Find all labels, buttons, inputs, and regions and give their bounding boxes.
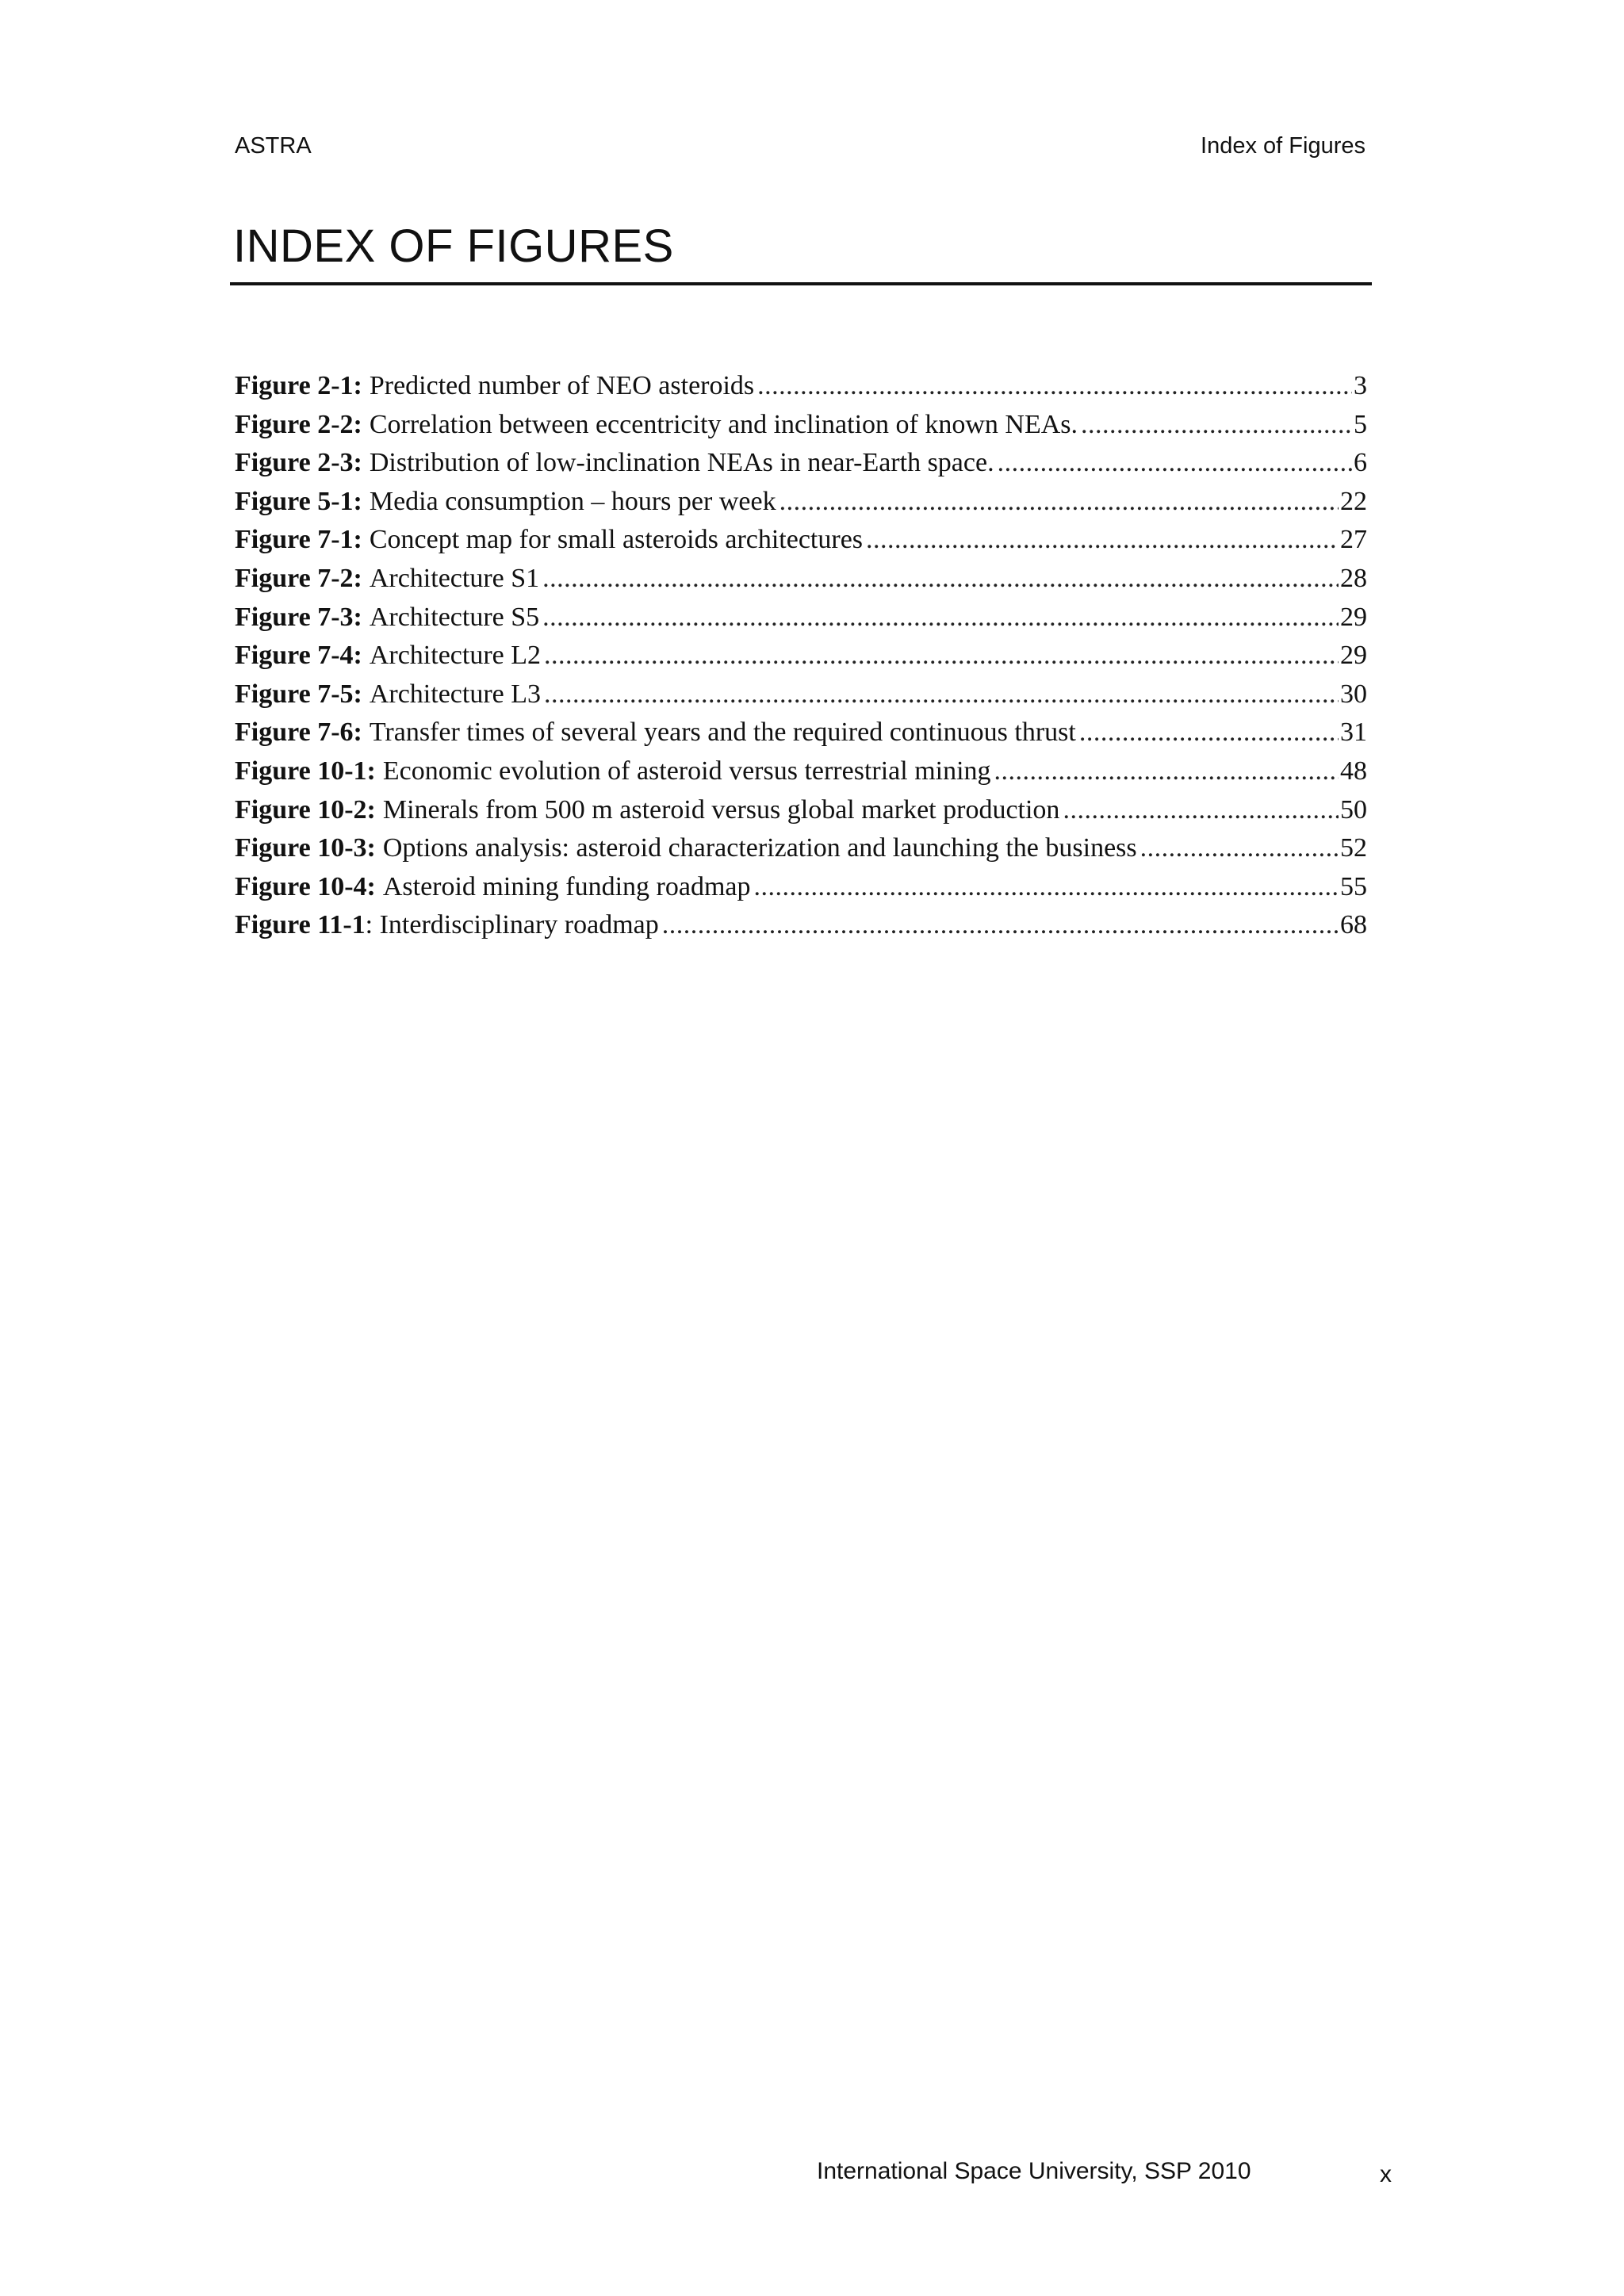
figure-page-number: 50	[1340, 794, 1367, 825]
figure-label: Figure 10-2:	[235, 794, 376, 825]
figure-label: Figure 7-4:	[235, 641, 362, 671]
dot-leader	[998, 444, 1352, 483]
figure-page-number: 30	[1340, 679, 1367, 709]
figure-label: Figure 5-1:	[235, 486, 362, 516]
figure-page-number: 68	[1340, 910, 1367, 940]
figure-caption: Architecture L3	[369, 679, 542, 709]
figure-page-number: 29	[1340, 602, 1367, 632]
figure-label: Figure 10-4:	[235, 871, 376, 901]
dot-leader	[1140, 829, 1339, 868]
figure-page-number: 28	[1340, 563, 1367, 593]
figure-entry[interactable]	[235, 367, 1367, 406]
footer-institution: International Space University, SSP 2010	[817, 2158, 1251, 2184]
figure-caption: Minerals from 500 m asteroid versus global market production	[382, 794, 1060, 825]
figure-label: Figure 2-2:	[235, 409, 362, 439]
figure-entry[interactable]	[235, 521, 1367, 560]
figure-page-number: 6	[1354, 448, 1367, 478]
figure-page-number: 52	[1340, 833, 1367, 863]
figure-entry[interactable]	[235, 752, 1367, 791]
figure-label: Figure 7-6:	[235, 718, 362, 748]
figure-label: Figure 7-1:	[235, 525, 362, 555]
figure-entry[interactable]	[235, 868, 1367, 907]
figure-label: Figure 7-3:	[235, 602, 362, 632]
dot-leader	[544, 637, 1339, 675]
dot-leader	[757, 367, 1352, 406]
figure-entry[interactable]	[235, 829, 1367, 868]
header-document-name: ASTRA	[235, 133, 312, 159]
figure-caption: Distribution of low-inclination NEAs in near-Earth space.	[369, 448, 994, 478]
figure-label: Figure 7-2:	[235, 563, 362, 593]
footer-page-number: x	[1380, 2161, 1392, 2187]
figure-page-number: 22	[1340, 486, 1367, 516]
figure-caption: Correlation between eccentricity and inclination of known NEAs.	[369, 409, 1078, 439]
dot-leader	[544, 675, 1339, 714]
figure-label: Figure 10-3:	[235, 833, 376, 863]
dot-leader	[1079, 714, 1339, 752]
figure-page-number: 3	[1354, 371, 1367, 400]
figure-entry[interactable]	[235, 406, 1367, 445]
header-section-name: Index of Figures	[1201, 133, 1365, 159]
figure-page-number: 27	[1340, 525, 1367, 555]
dot-leader	[866, 521, 1339, 560]
dot-leader	[1081, 406, 1352, 445]
figure-page-number: 31	[1340, 718, 1367, 748]
figure-caption: Options analysis: asteroid characterization and launching the business	[382, 833, 1137, 863]
figure-page-number: 48	[1340, 756, 1367, 786]
figure-caption: Concept map for small asteroids architectures	[369, 525, 864, 555]
figure-caption: Predicted number of NEO asteroids	[369, 371, 755, 400]
figure-caption: Media consumption – hours per week	[369, 486, 776, 516]
page-title: INDEX OF FIGURES	[233, 220, 674, 272]
figure-page-number: 29	[1340, 641, 1367, 671]
figure-caption: Architecture S1	[369, 563, 540, 593]
dot-leader	[662, 906, 1339, 945]
figure-entry[interactable]	[235, 791, 1367, 830]
figure-caption: : Interdisciplinary roadmap	[365, 910, 659, 940]
figure-entry[interactable]	[235, 637, 1367, 675]
dot-leader	[1063, 791, 1339, 830]
figure-caption: Architecture L2	[369, 641, 542, 671]
figure-page-number: 55	[1340, 871, 1367, 901]
dot-leader	[542, 560, 1339, 599]
figure-entry[interactable]	[235, 675, 1367, 714]
figure-entry[interactable]	[235, 714, 1367, 752]
figure-entry[interactable]	[235, 444, 1367, 483]
title-underline-divider	[230, 282, 1372, 285]
figure-label: Figure 2-1:	[235, 371, 362, 400]
figure-entry[interactable]	[235, 906, 1367, 945]
figure-label: Figure 10-1:	[235, 756, 376, 786]
figure-entry[interactable]	[235, 483, 1367, 522]
dot-leader	[994, 752, 1339, 791]
dot-leader	[779, 483, 1339, 522]
figure-label: Figure 2-3:	[235, 448, 362, 478]
figure-index-list	[235, 367, 1367, 945]
figure-caption: Economic evolution of asteroid versus terrestrial mining	[382, 756, 991, 786]
figure-caption: Transfer times of several years and the required continuous thrust	[369, 718, 1076, 748]
dot-leader	[754, 868, 1339, 907]
figure-label: Figure 7-5:	[235, 679, 362, 709]
running-header	[235, 133, 1365, 165]
figure-entry[interactable]	[235, 599, 1367, 637]
figure-caption: Asteroid mining funding roadmap	[382, 871, 751, 901]
dot-leader	[542, 599, 1339, 637]
figure-caption: Architecture S5	[369, 602, 540, 632]
figure-label: Figure 11-1	[235, 910, 366, 940]
figure-page-number: 5	[1354, 409, 1367, 439]
figure-entry[interactable]	[235, 560, 1367, 599]
